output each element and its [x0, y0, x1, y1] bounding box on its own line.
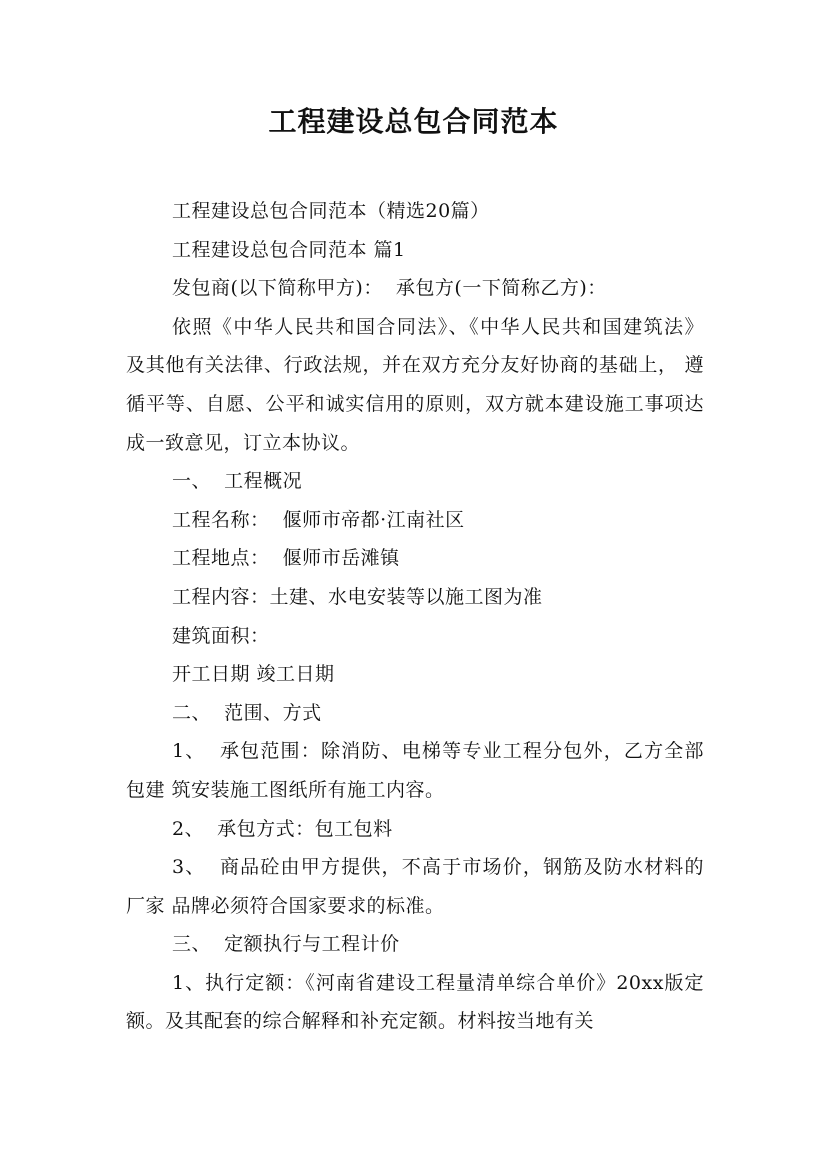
project-location-paragraph: 工程地点： 偃师市岳滩镇	[172, 547, 400, 570]
subtitle-paragraph: 工程建设总包合同范本（精选20篇）	[172, 200, 490, 222]
clause-heading-1: 一、 工程概况	[172, 470, 303, 493]
document-title: 工程建设总包合同范本	[268, 105, 559, 138]
document-body	[126, 192, 711, 1041]
dates-paragraph: 开工日期 竣工日期	[172, 663, 335, 686]
quota-paragraph: 1、执行定额：《河南省建设工程量清单综合单价》20xx版定额。及其配套的综合解释和补充定额。材料按当地有关	[126, 971, 704, 1033]
project-name-paragraph: 工程名称： 偃师市帝都·江南社区	[172, 508, 465, 531]
parties-paragraph: 发包商(以下简称甲方)： 承包方(一下简称乙方)：	[172, 277, 607, 300]
section-heading-paragraph: 工程建设总包合同范本 篇1	[172, 238, 406, 261]
project-content-paragraph: 工程内容：土建、水电安装等以施工图为准	[172, 585, 543, 608]
clause-heading-3: 三、 定额执行与工程计价	[172, 933, 400, 956]
clause-heading-2: 二、 范围、方式	[172, 701, 322, 724]
method-paragraph: 2、 承包方式：包工包料	[172, 817, 393, 840]
materials-paragraph: 3、 商品砼由甲方提供，不高于市场价，钢筋及防水材料的厂家 品牌必须符合国家要求的标准。	[126, 856, 704, 917]
scope-paragraph: 1、 承包范围：除消防、电梯等专业工程分包外，乙方全部包建 筑安装施工图纸所有施工内容。	[126, 740, 704, 801]
preamble-paragraph: 依照《中华人民共和国合同法》、《中华人民共和国建筑法》 及其他有关法律、行政法规，并在双方充分友好协商的基础上， 遵循平等、自愿、公平和诚实信用的原则，双方就本建设施工事项达成一致意见，订立本协议。	[126, 315, 711, 454]
building-area-paragraph: 建筑面积：	[172, 624, 270, 647]
